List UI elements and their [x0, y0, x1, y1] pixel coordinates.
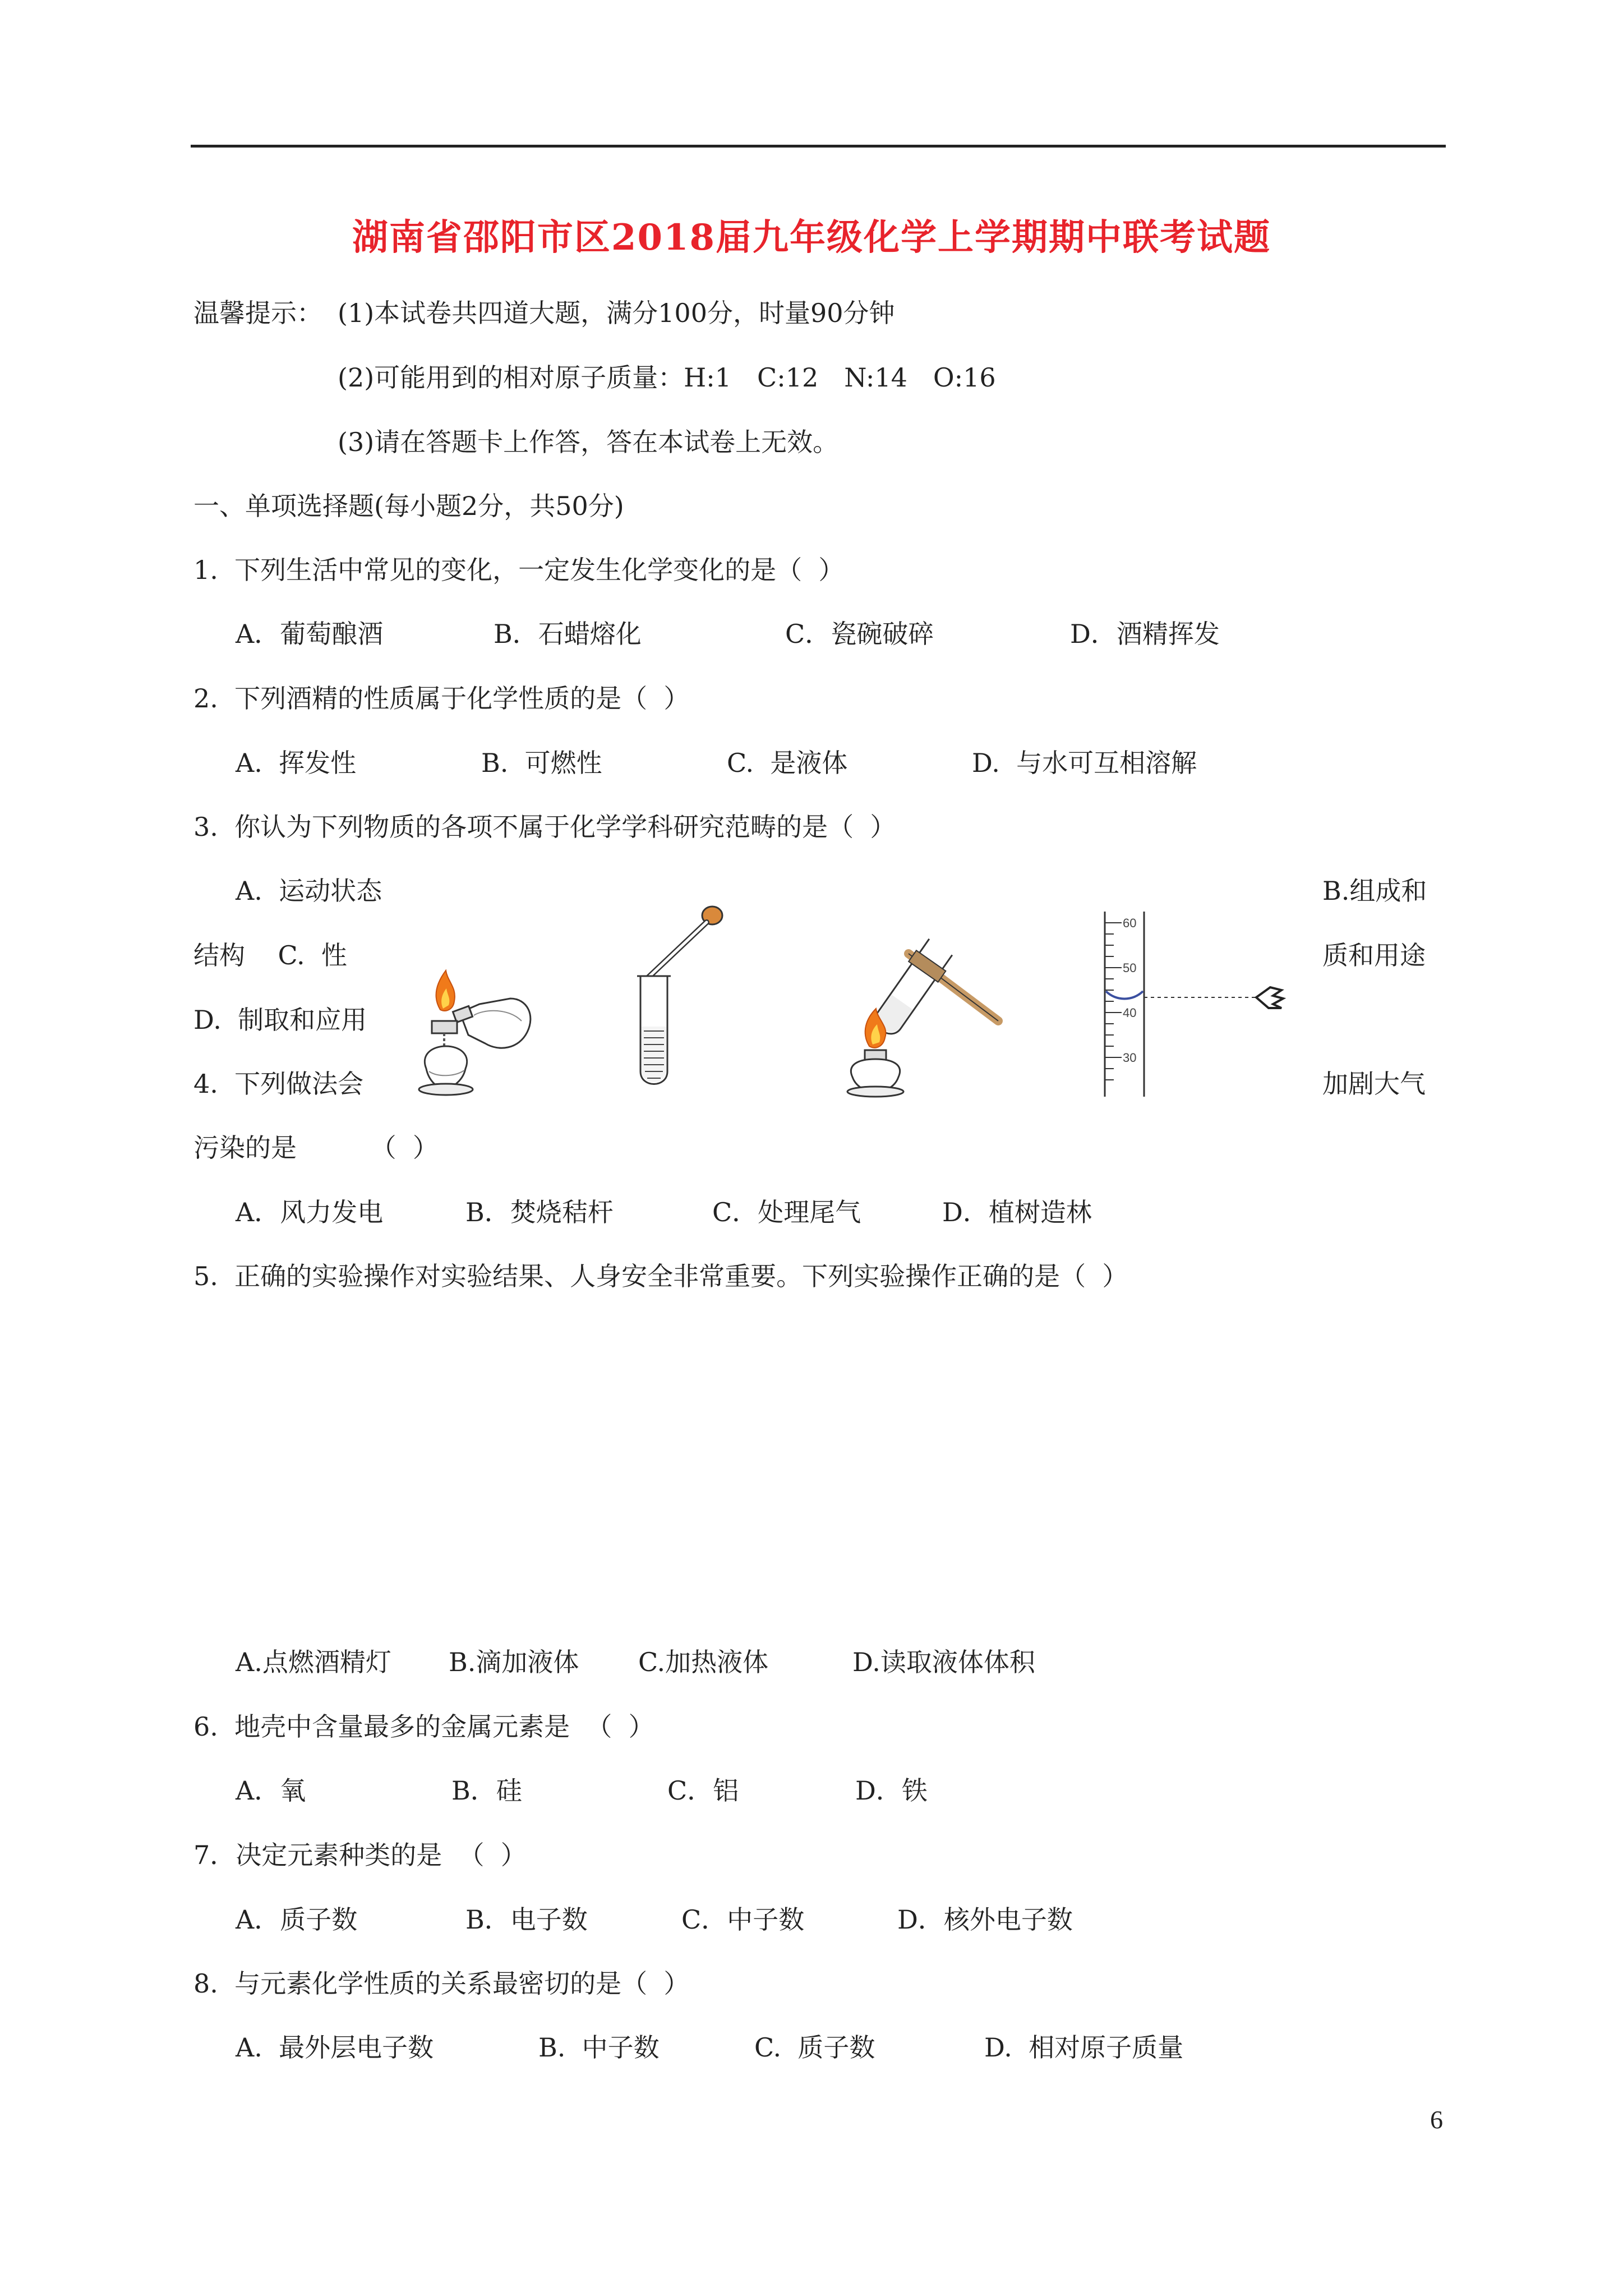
notes-label: 温馨提示：	[193, 298, 322, 328]
note-3: (3)请在答题卡上作答，答在本试卷上无效。	[338, 427, 839, 457]
q4-stem: 4. 下列做法会	[193, 1069, 364, 1099]
q3-option-c: 结构 C. 性	[193, 940, 347, 970]
q7-stem: 7．决定元素种类的是 （ ）	[193, 1840, 527, 1870]
header-rule	[191, 145, 1446, 148]
section-heading: 一、单项选择题(每小题2分，共50分)	[193, 491, 624, 521]
note-1: (1)本试卷共四道大题，满分100分，时量90分钟	[338, 298, 895, 328]
q3-stem: 3. 你认为下列物质的各项不属于化学学科研究范畴的是（ ）	[193, 812, 896, 842]
q4-option-c: C．处理尾气	[712, 1197, 861, 1227]
q2-option-a: A. 挥发性	[236, 748, 357, 778]
q5-option-b: B.滴加液体	[449, 1647, 579, 1677]
q2-stem: 2. 下列酒精的性质属于化学性质的是（ ）	[193, 683, 690, 714]
q6-option-a: A．氧	[236, 1775, 306, 1806]
q8-option-c: C. 质子数	[754, 2032, 875, 2063]
q5-option-c: C.加热液体	[638, 1647, 769, 1677]
q1-option-a: A．葡萄酿酒	[236, 619, 384, 649]
q7-option-a: A．质子数	[236, 1904, 358, 1935]
cylinder-tick-40: 40	[1123, 1006, 1137, 1020]
q7-option-d: D．核外电子数	[897, 1904, 1073, 1935]
q7-option-b: B．电子数	[465, 1904, 588, 1935]
q3-option-b: B.组成和	[1322, 876, 1427, 906]
q8-option-b: B. 中子数	[538, 2032, 660, 2063]
q2-option-d: D. 与水可互相溶解	[972, 748, 1197, 778]
q1-option-c: C．瓷碗破碎	[785, 619, 934, 649]
q5-option-a: A.点燃酒精灯	[236, 1647, 391, 1677]
q6-option-d: D．铁	[855, 1775, 928, 1806]
q1-option-b: B．石蜡熔化	[494, 619, 642, 649]
cylinder-tick-60: 60	[1123, 916, 1137, 930]
q2-option-c: C. 是液体	[727, 748, 848, 778]
cylinder-tick-30: 30	[1123, 1051, 1137, 1065]
q4-option-d: D．植树造林	[942, 1197, 1092, 1227]
q1-option-d: D．酒精挥发	[1070, 619, 1220, 649]
figure-read-cylinder	[1088, 906, 1290, 1102]
q5-option-d: D.读取液体体积	[852, 1647, 1035, 1677]
q4-option-a: A．风力发电	[236, 1197, 384, 1227]
q3-option-c-cont: 质和用途	[1322, 940, 1426, 970]
q8-option-a: A. 最外层电子数	[236, 2032, 434, 2063]
q6-option-c: C．铝	[667, 1775, 739, 1806]
q5-stem: 5. 正确的实验操作对实验结果、人身安全非常重要。下列实验操作正确的是（ ）	[193, 1261, 1128, 1291]
page-number: 6	[1430, 2105, 1443, 2134]
q6-option-b: B．硅	[451, 1775, 522, 1806]
q8-option-d: D. 相对原子质量	[984, 2032, 1184, 2063]
q1-stem: 1. 下列生活中常见的变化，一定发生化学变化的是（ ）	[193, 555, 845, 585]
q6-stem: 6. 地壳中含量最多的金属元素是 （ ）	[193, 1711, 654, 1742]
figure-dropper-test-tube	[628, 903, 729, 1094]
cylinder-tick-50: 50	[1123, 961, 1137, 975]
q4-option-b: B．焚烧秸杆	[465, 1197, 614, 1227]
note-2: (2)可能用到的相对原子质量：H:1 C:12 N:14 O:16	[338, 362, 996, 393]
q3-option-d: D. 制取和应用	[193, 1005, 367, 1035]
q3-option-a: A. 运动状态	[236, 876, 382, 906]
q8-stem: 8. 与元素化学性质的关系最密切的是（ ）	[193, 1968, 690, 1999]
q4-stem-end: 污染的是 （ ）	[193, 1133, 439, 1163]
q2-option-b: B. 可燃性	[481, 748, 602, 778]
q7-option-c: C．中子数	[681, 1904, 805, 1935]
figure-light-alcohol-lamp	[415, 942, 550, 1105]
figure-heating-test-tube	[830, 920, 1009, 1099]
q4-stem-cont: 加剧大气	[1322, 1069, 1426, 1099]
page-title: 湖南省邵阳市区2018届九年级化学上学期期中联考试题	[352, 217, 1271, 259]
